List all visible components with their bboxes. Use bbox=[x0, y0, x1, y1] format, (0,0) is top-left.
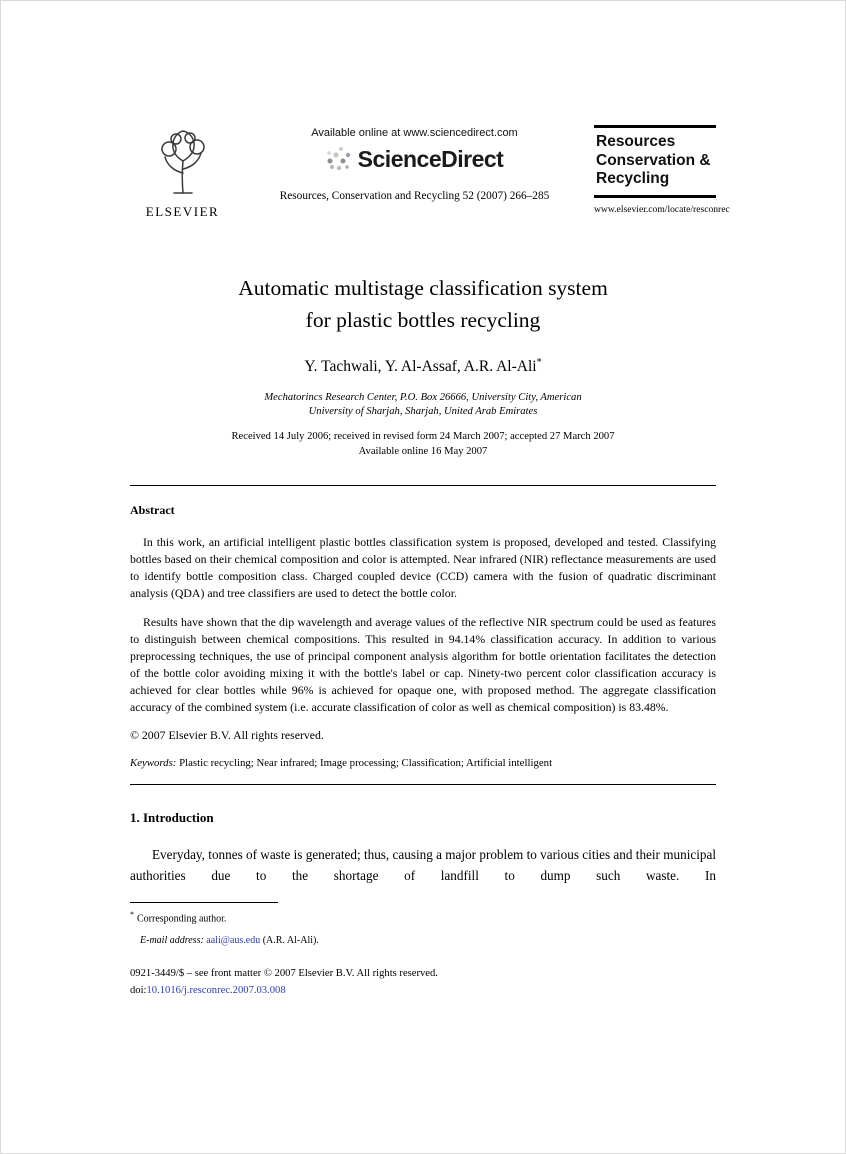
header-right bbox=[594, 125, 730, 215]
sciencedirect-wordmark: ScienceDirect bbox=[357, 145, 504, 172]
journal-title-box bbox=[594, 125, 716, 198]
keywords-line bbox=[130, 757, 716, 769]
introduction-paragraph: Everyday, tonnes of waste is generated; thus, causing a major problem to various cities and their municipal authorities due to the shortage of landfill to dump such waste. In bbox=[130, 847, 716, 884]
issn-line: 0921-3449/$ – see front matter © 2007 Elsevier B.V. All rights reserved. bbox=[130, 967, 438, 979]
journal-box-line: Recycling bbox=[596, 170, 670, 188]
doi-line bbox=[130, 983, 716, 1000]
abstract-paragraph-2: Results have shown that the dip wavelength and average values of the reflective NIR spectrum could be used as features to distinguish between chemical compositions. This resulted in 94.14% classification accuracy. In addition to various preprocessing techniques, the use of principal component analysis algorithm for bottle orientation facilitates the detection of the bottle color avoiding mixing it with the bottle's label or cap. Ninety-two percent color classification accuracy is achieved for clear bottles while 96% is achieved for opaque one, with proposed method. The aggregate classification accuracy of the combined system (i.e. accurate classification of color as well as chemical composition) is 83.48%. bbox=[130, 614, 716, 714]
section-heading-introduction: 1. Introduction bbox=[130, 810, 214, 826]
elsevier-wordmark: ELSEVIER bbox=[145, 204, 220, 219]
journal-citation: Resources, Conservation and Recycling 52 (2007) 266–285 bbox=[279, 190, 550, 202]
keywords-text: Plastic recycling; Near infrared; Image processing; Classification; Artificial intelligent bbox=[179, 757, 553, 770]
footnote-star: * bbox=[130, 910, 134, 920]
affiliation bbox=[130, 391, 716, 420]
page-content bbox=[130, 125, 730, 1000]
doi-label: doi: bbox=[130, 984, 147, 996]
article-history bbox=[130, 430, 716, 459]
affiliation-line1: Mechatorincs Research Center, P.O. Box 26666, University City, American bbox=[264, 391, 582, 403]
journal-header bbox=[130, 125, 730, 220]
divider-top-of-abstract bbox=[130, 485, 716, 486]
keywords-label: Keywords: bbox=[130, 757, 177, 770]
journal-box-line: Conservation & bbox=[596, 151, 711, 169]
elsevier-tree-icon bbox=[152, 127, 214, 197]
elsevier-logo bbox=[130, 125, 235, 220]
available-online-date: Available online 16 May 2007 bbox=[358, 445, 488, 457]
imprint-block bbox=[130, 966, 716, 1000]
footnote-email bbox=[130, 933, 716, 949]
affiliation-line2: University of Sharjah, Sharjah, United Arab Emirates bbox=[308, 405, 538, 417]
email-suffix: (A.R. Al-Ali). bbox=[262, 935, 319, 947]
footnote-rule bbox=[130, 902, 278, 903]
journal-box-line: Resources bbox=[596, 133, 676, 150]
divider-below-keywords bbox=[130, 784, 716, 785]
abstract-heading: Abstract bbox=[130, 502, 175, 517]
corresponding-author-mark: * bbox=[536, 356, 542, 368]
footnote-corresponding bbox=[130, 909, 716, 927]
journal-url: www.elsevier.com/locate/resconrec bbox=[594, 203, 730, 215]
sciencedirect-logo bbox=[326, 145, 504, 173]
paper-title-line2: for plastic bottles recycling bbox=[305, 308, 541, 333]
doi-link[interactable]: 10.1016/j.resconrec.2007.03.008 bbox=[146, 984, 286, 996]
available-online-text: Available online at www.sciencedirect.com bbox=[311, 127, 518, 139]
footnote-corresponding-text: Corresponding author. bbox=[137, 913, 227, 925]
sciencedirect-dots-icon bbox=[326, 145, 352, 173]
header-center bbox=[235, 125, 594, 202]
email-link[interactable]: aali@aus.edu bbox=[206, 935, 261, 947]
authors-line bbox=[130, 357, 716, 376]
email-label: E-mail address: bbox=[140, 935, 204, 947]
paper-title-line1: Automatic multistage classification system bbox=[238, 276, 608, 300]
paper-title bbox=[130, 272, 716, 337]
abstract-copyright: © 2007 Elsevier B.V. All rights reserved. bbox=[130, 728, 324, 743]
authors-text: Y. Tachwali, Y. Al-Assaf, A.R. Al-Ali bbox=[304, 357, 537, 375]
abstract-paragraph-1: In this work, an artificial intelligent plastic bottles classification system is proposed, developed and tested. Classifying bottles based on their chemical composition and color is attempted. Near infrared (NIR) reflectance measurements are used to identify bottle composition class. Charged coupled device (CCD) camera with the fusion of quadratic discriminant analysis (QDA) and tree classifiers are used to detect the bottle color. bbox=[130, 534, 716, 600]
received-dates: Received 14 July 2006; received in revised form 24 March 2007; accepted 27 March 2007 bbox=[231, 431, 615, 443]
